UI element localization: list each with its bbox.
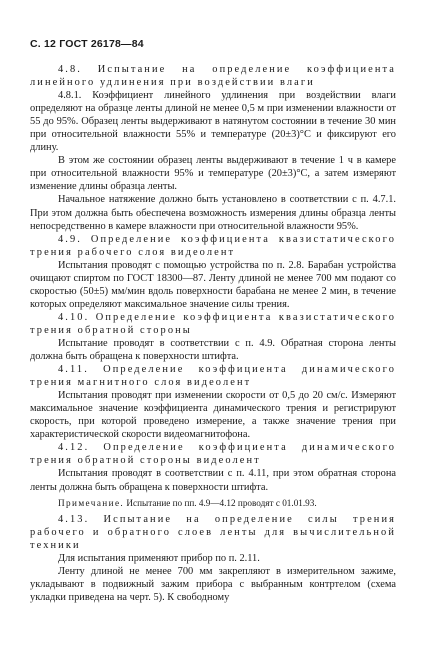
note (30, 497, 396, 510)
note-text: Испытание по пп. 4.9—4.12 проводят с 01.01.93. (126, 497, 317, 508)
page-header: С. 12 ГОСТ 26178—84 (30, 38, 144, 50)
section-4-9-title: 4.9. Определение коэффициента квазистатического трения рабочего слоя видеолент (30, 233, 396, 258)
section-4-8-paragraph-2: В этом же состоянии образец ленты выдерживают в течение 1 ч в камере при относительной влажности 95% и температуре (20±3)°С, а затем измеряют изменение длины образца ленты. (30, 155, 396, 193)
section-4-8-title: 4.8. Испытание на определение коэффициента линейного удлинения при воздействии влаги (30, 64, 396, 89)
section-4-11-body: Испытания проводят при изменении скорости от 0,5 до 20 см/с. Измеряют максимальное значение коэффициента динамического трения и регистрируют скорость, при которой проведено измерение, а также значение трения при характеристической скорости видеомагнитофона. (30, 390, 396, 441)
section-4-13-paragraph-2: Ленту длиной не менее 700 мм закрепляют в измерительном зажиме, укладывают в подвижный зажим прибора с выбранным контртелом (схема укладки приведена на черт. 5). К свободному (30, 565, 396, 603)
note-label: Примечание. (58, 497, 125, 508)
section-4-10-title: 4.10. Определение коэффициента квазистатического трения обратной стороны (30, 311, 396, 336)
section-4-8-paragraph-3: Начальное натяжение должно быть установлено в соответствии с п. 4.7.1. При этом должна быть обеспечена возможность измерения длины образца ленты непосредственно в камере влажности при относительной влажности 95%. (30, 194, 396, 232)
section-4-9-body: Испытания проводят с помощью устройства по п. 2.8. Барабан устройства очищают спиртом по ГОСТ 18300—87. Ленту длиной не менее 700 мм подают со скоростью (50±5) мм/мин вдоль поверхности барабана не менее 2 мин, в течение которых определяют максимальное значение силы трения. (30, 259, 396, 310)
section-4-13-paragraph-1: Для испытания применяют прибор по п. 2.11. (58, 552, 260, 564)
section-4-12-body: Испытания проводят в соответствии с п. 4.11, при этом обратная сторона ленты должна быть обращена к поверхности штифта. (30, 468, 396, 493)
section-4-11-title: 4.11. Определение коэффициента динамического трения магнитного слоя видеолент (30, 364, 396, 389)
section-4-8-paragraph-1: 4.8.1. Коэффициент линейного удлинения при воздействии влаги определяют на образце ленты длиной не менее 0,5 м при изменении влажности от 55 до 95%. Образец ленты выдерживают в натянутом состоянии в течение 30 мин при относительной влажности 55% и температуре (20±3)°С и фиксируют его длину. (30, 90, 396, 154)
section-4-12-title: 4.12. Определение коэффициента динамического трения обратной стороны видеолент (30, 442, 396, 467)
section-4-13-title: 4.13. Испытание на определение силы трения рабочего и обратного слоев ленты для вычислительной техники (30, 513, 396, 551)
section-4-10-body: Испытание проводят в соответствии с п. 4.9. Обратная сторона ленты должна быть обращена к поверхности штифта. (30, 337, 396, 363)
document-body (30, 63, 396, 604)
